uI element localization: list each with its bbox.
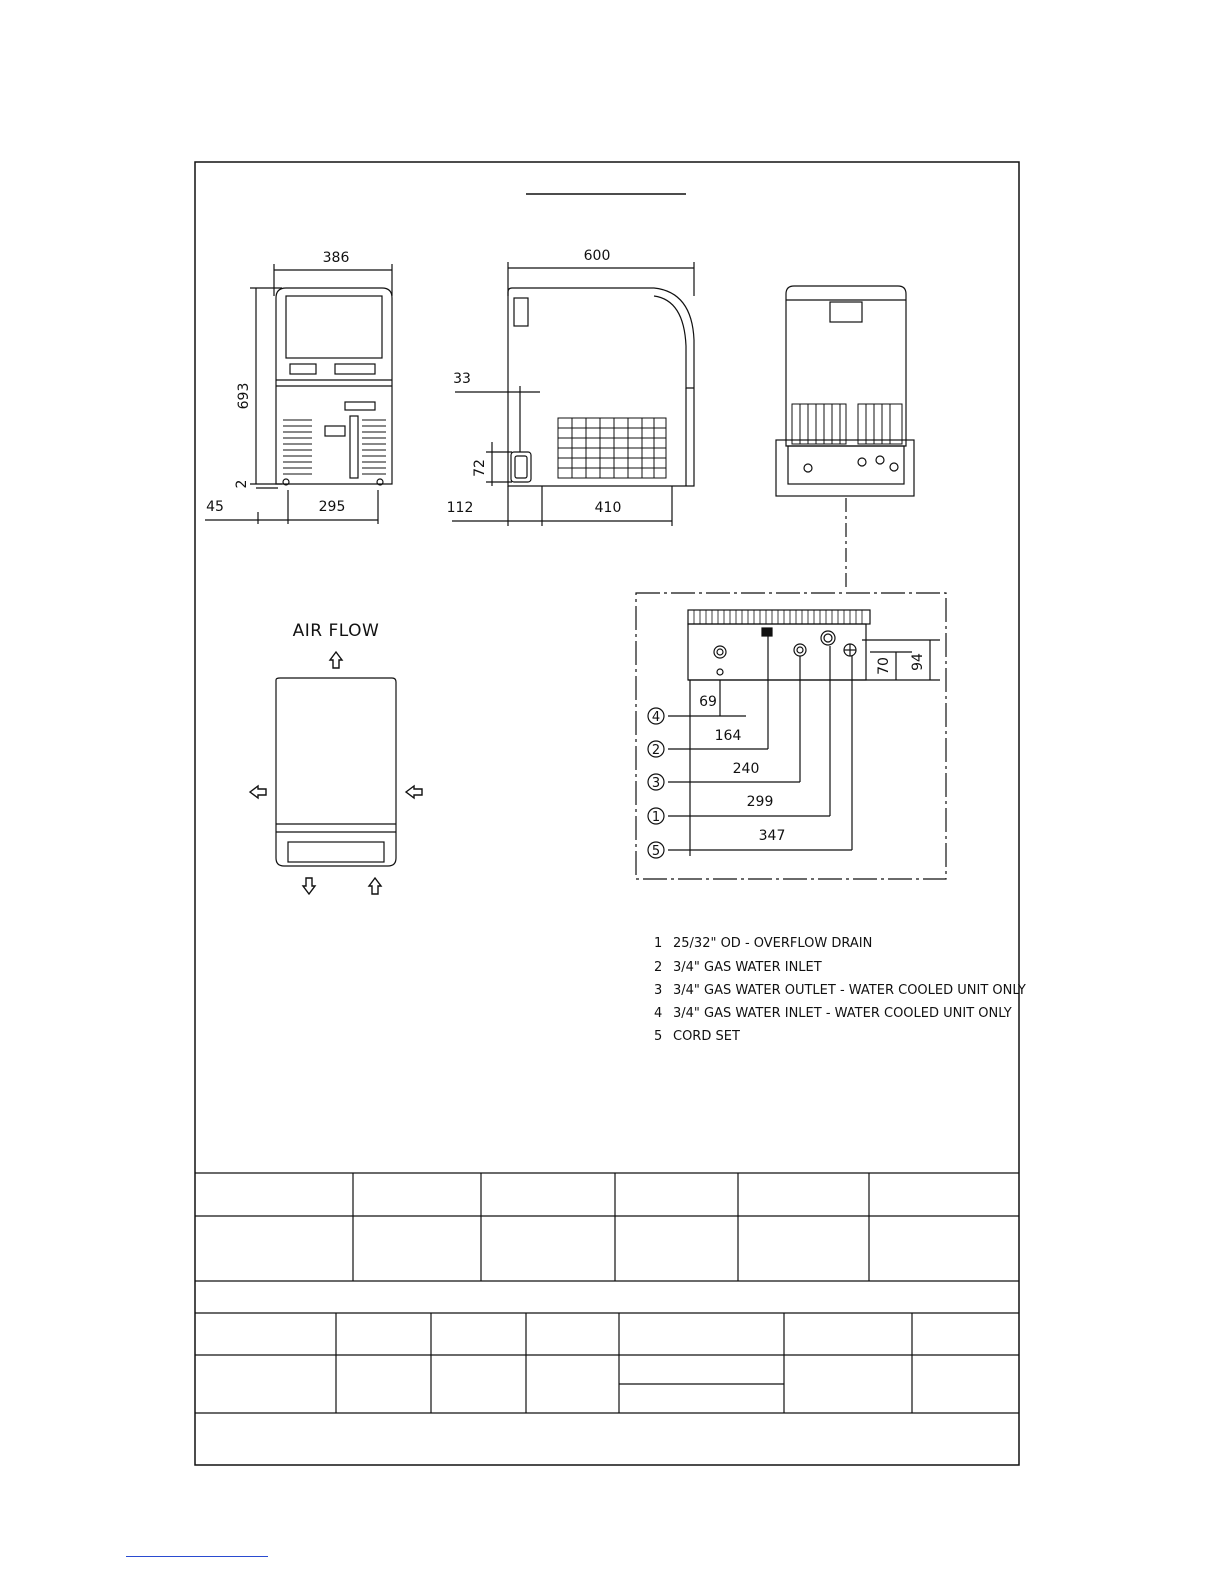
legend-text: 25/32" OD - OVERFLOW DRAIN [673,936,873,951]
callout-dimension: 347 [758,828,786,844]
legend-text: CORD SET [673,1029,740,1044]
legend-number: 4 [654,1006,663,1021]
legend-text: 3/4" GAS WATER INLET [673,960,822,975]
legend-number: 1 [654,936,663,951]
air-flow-title: AIR FLOW [292,621,380,641]
rear-height-b-dimension: 94 [910,653,926,671]
rear-detail [636,593,946,879]
callout-number: 2 [651,743,661,758]
arrow-up-icon [330,652,342,668]
side-foot-depth-dimension: 410 [594,500,622,516]
callout-number: 4 [651,710,661,725]
arrow-up-icon [369,878,381,894]
front-foot-span-dimension: 295 [318,499,346,515]
connection-legend [654,936,1026,1044]
arrow-left-icon [406,786,422,798]
callout-dimension: 240 [732,761,760,777]
callout-dimension: 69 [699,694,717,710]
arrow-left-icon [250,786,266,798]
front-foot-height-dimension: 2 [234,479,250,489]
side-depth-dimension: 600 [583,248,611,264]
spec-table [195,1173,1019,1413]
front-left-offset-dimension: 45 [206,499,224,515]
callout-dimension: 299 [746,794,774,810]
callout-number: 1 [651,810,661,825]
legend-text: 3/4" GAS WATER INLET - WATER COOLED UNIT ONLY [673,1006,1012,1021]
rear-view [776,286,914,590]
air-flow-diagram [276,678,396,866]
callout-number: 3 [651,776,661,791]
side-view [452,262,694,526]
callout-number: 5 [651,844,661,859]
legend-number: 5 [654,1029,663,1044]
side-plate-height-dimension: 72 [472,459,488,477]
footer-link-underline[interactable] [126,1556,268,1557]
arrow-down-icon [303,878,315,894]
legend-number: 3 [654,983,663,998]
front-width-dimension: 386 [322,250,350,266]
side-rear-offset-dimension: 112 [446,500,474,516]
callout-dimension: 164 [714,728,742,744]
legend-number: 2 [654,960,663,975]
side-plate-offset-dimension: 33 [453,371,471,387]
rear-height-a-dimension: 70 [876,657,892,675]
legend-text: 3/4" GAS WATER OUTLET - WATER COOLED UNIT ONLY [673,983,1026,998]
front-height-dimension: 693 [236,382,252,410]
